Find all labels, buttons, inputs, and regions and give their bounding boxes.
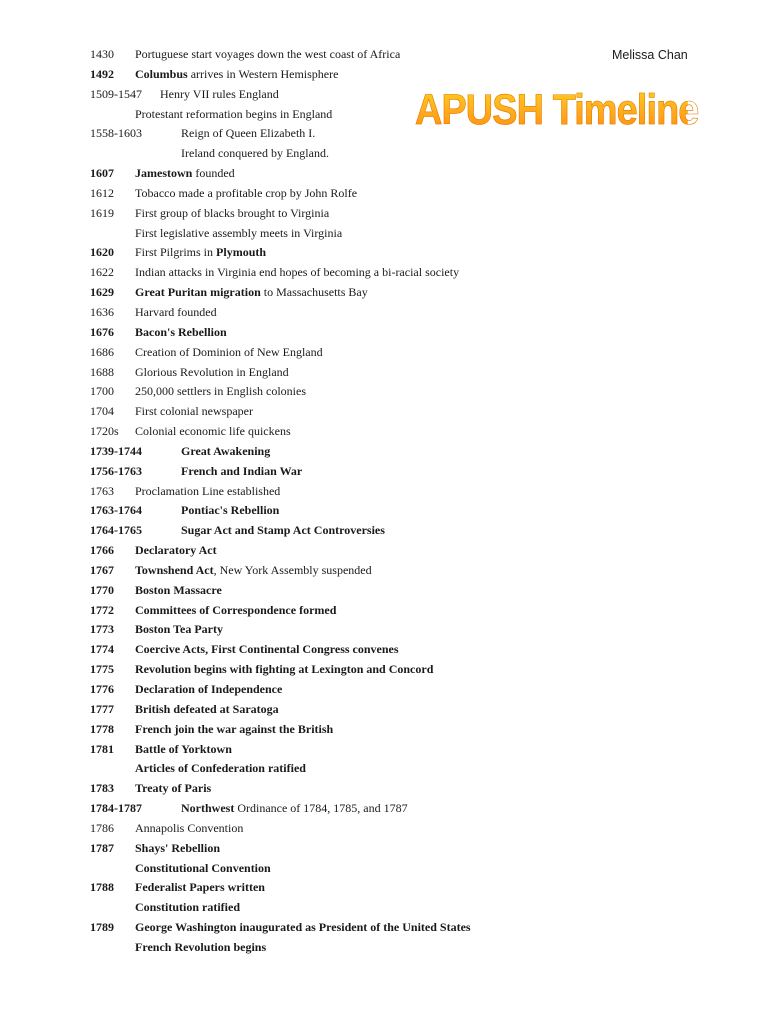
timeline-event-text: Coercive Acts, First Continental Congress convenes: [135, 642, 399, 657]
timeline-event-text: Committees of Correspondence formed: [135, 602, 337, 617]
timeline-entry: [0, 937, 768, 957]
timeline-event-text: Creation of Dominion of New England: [135, 344, 323, 359]
timeline-list: [0, 44, 768, 957]
timeline-event-text: Ireland conquered by England.: [181, 146, 329, 161]
timeline-entry: [0, 679, 768, 699]
timeline-event-text: Plymouth: [216, 245, 267, 260]
timeline-event: [135, 104, 332, 124]
timeline-event-text: Constitution ratified: [135, 900, 240, 915]
timeline-event: [181, 798, 408, 818]
timeline-event: [181, 143, 329, 163]
timeline-event: [135, 242, 266, 262]
timeline-event-text: Shays' Rebellion: [135, 840, 221, 855]
timeline-event-text: Revolution begins with fighting at Lexington and Concord: [135, 662, 434, 677]
timeline-date: 1558-1603: [90, 126, 142, 141]
timeline-event: [135, 580, 222, 600]
timeline-event: [181, 441, 270, 461]
timeline-event: [135, 223, 342, 243]
timeline-entry: [0, 282, 768, 302]
timeline-date: 1766: [90, 543, 114, 558]
timeline-date: 1777: [90, 701, 114, 716]
timeline-event-text: Portuguese start voyages down the west coast of Africa: [135, 47, 401, 61]
timeline-entry: [0, 481, 768, 501]
timeline-entry: [0, 917, 768, 937]
timeline-entry: [0, 818, 768, 838]
timeline-event-text: Treaty of Paris: [135, 781, 212, 796]
timeline-date: 1788: [90, 880, 114, 895]
timeline-date: 1776: [90, 682, 114, 696]
timeline-event-text: Articles of Confederation ratified: [135, 761, 306, 776]
timeline-date: 1770: [90, 582, 114, 597]
timeline-event-text: Declaration of Independence: [135, 682, 283, 696]
timeline-event-text: Constitutional Convention: [135, 860, 271, 875]
timeline-date: 1607: [90, 166, 114, 181]
timeline-event: [135, 639, 399, 659]
timeline-date: 1773: [90, 622, 114, 637]
timeline-event-text: Tobacco made a profitable crop by John Rolfe: [135, 185, 358, 200]
timeline-event-text: First Pilgrims in: [135, 245, 217, 260]
timeline-date: 1789: [90, 920, 114, 935]
timeline-entry: [0, 123, 768, 143]
timeline-entry: [0, 897, 768, 917]
timeline-event: [135, 163, 235, 183]
timeline-entry: [0, 302, 768, 322]
timeline-event-text: arrives in Western Hemisphere: [187, 66, 339, 81]
timeline-entry: [0, 858, 768, 878]
timeline-date: 1622: [90, 265, 114, 280]
timeline-entry: [0, 520, 768, 540]
timeline-date: 1612: [90, 185, 114, 200]
timeline-date: 1704: [90, 404, 114, 419]
timeline-entry: [0, 44, 768, 64]
timeline-date: 1629: [90, 285, 114, 300]
timeline-event-text: Pontiac's Rebellion: [181, 503, 280, 518]
timeline-date: 1636: [90, 304, 114, 319]
timeline-entry: [0, 342, 768, 362]
timeline-entry: [0, 223, 768, 243]
timeline-event-text: Declaratory Act: [135, 543, 217, 558]
timeline-event: [135, 699, 279, 719]
timeline-date: 1676: [90, 324, 114, 339]
timeline-event-text: Protestant reformation begins in England: [135, 106, 333, 121]
timeline-date: 1763: [90, 483, 114, 498]
timeline-event: [181, 520, 385, 540]
author-name: Melissa Chan: [612, 48, 688, 62]
timeline-entry: [0, 143, 768, 163]
timeline-event-text: Glorious Revolution in England: [135, 364, 289, 379]
timeline-entry: [0, 163, 768, 183]
timeline-entry: [0, 758, 768, 778]
timeline-event: [135, 540, 217, 560]
timeline-event: [135, 858, 271, 878]
timeline-event: [135, 342, 323, 362]
timeline-event-text: founded: [192, 166, 235, 181]
timeline-event: [135, 818, 243, 838]
timeline-event: [181, 123, 315, 143]
timeline-date: 1764-1765: [90, 523, 142, 538]
timeline-entry: [0, 441, 768, 461]
timeline-entry: [0, 739, 768, 759]
timeline-event: [135, 917, 471, 937]
timeline-date: 1783: [90, 781, 114, 796]
timeline-event: [135, 619, 223, 639]
timeline-event-text: Boston Tea Party: [135, 622, 224, 637]
timeline-entry: [0, 600, 768, 620]
timeline-event-text: Henry VII rules England: [160, 86, 279, 101]
timeline-date: 1720s: [90, 424, 119, 439]
timeline-entry: [0, 322, 768, 342]
timeline-entry: [0, 877, 768, 897]
timeline-event: [135, 481, 280, 501]
timeline-event-text: Sugar Act and Stamp Act Controversies: [181, 523, 385, 538]
timeline-event-text: British defeated at Saratoga: [135, 701, 279, 716]
timeline-event: [135, 262, 459, 282]
timeline-event-text: Columbus: [135, 66, 188, 81]
timeline-date: 1688: [90, 364, 114, 379]
timeline-entry: [0, 183, 768, 203]
timeline-entry: [0, 461, 768, 481]
timeline-date: 1767: [90, 562, 114, 577]
timeline-event: [135, 362, 289, 382]
timeline-event-text: , New York Assembly suspended: [213, 562, 372, 577]
timeline-event-text: Jamestown: [135, 166, 193, 181]
timeline-entry: [0, 540, 768, 560]
timeline-event: [135, 302, 217, 322]
timeline-event: [135, 421, 291, 441]
timeline-event-text: Annapolis Convention: [135, 820, 244, 835]
timeline-event-text: French Revolution begins: [135, 939, 267, 954]
timeline-date: 1619: [90, 205, 114, 220]
timeline-event: [135, 739, 232, 759]
timeline-event-text: Townshend Act: [135, 562, 214, 577]
timeline-entry: [0, 242, 768, 262]
timeline-event-text: Proclamation Line established: [135, 483, 281, 498]
timeline-event-text: First legislative assembly meets in Virginia: [135, 225, 343, 240]
timeline-event-text: to Massachusetts Bay: [260, 285, 368, 300]
timeline-event: [135, 778, 211, 798]
timeline-date: 1763-1764: [90, 503, 142, 518]
timeline-event: [135, 64, 338, 84]
timeline-event-text: George Washington inaugurated as President of the United States: [135, 920, 471, 935]
timeline-event-text: Colonial economic life quickens: [135, 424, 291, 439]
timeline-entry: [0, 798, 768, 818]
timeline-entry: [0, 203, 768, 223]
timeline-event: [135, 203, 329, 223]
timeline-entry: [0, 560, 768, 580]
timeline-entry: [0, 381, 768, 401]
timeline-date: 1787: [90, 840, 114, 855]
timeline-date: 1739-1744: [90, 443, 142, 458]
timeline-event-text: Harvard founded: [135, 304, 217, 319]
timeline-event-text: First group of blacks brought to Virginia: [135, 205, 330, 220]
timeline-event: [135, 322, 227, 342]
timeline-date: 1784-1787: [90, 801, 142, 816]
timeline-entry: [0, 84, 768, 104]
timeline-event-text: Northwest: [181, 801, 235, 816]
timeline-date: 1772: [90, 602, 114, 617]
timeline-entry: [0, 362, 768, 382]
timeline-event: [135, 679, 282, 699]
page-title: APUSH Timeline: [415, 86, 699, 134]
timeline-entry: [0, 639, 768, 659]
timeline-event: [135, 44, 400, 64]
timeline-event: [135, 659, 433, 679]
timeline-date: 1781: [90, 741, 114, 756]
timeline-event-text: Bacon's Rebellion: [135, 324, 227, 339]
timeline-event-text: Reign of Queen Elizabeth I.: [181, 126, 316, 141]
timeline-event-text: Boston Massacre: [135, 582, 222, 597]
timeline-date: 1700: [90, 384, 114, 399]
timeline-event: [135, 719, 333, 739]
timeline-event-text: Great Awakening: [181, 443, 271, 458]
timeline-event: [181, 500, 279, 520]
timeline-entry: [0, 659, 768, 679]
timeline-event: [135, 401, 253, 421]
timeline-event: [135, 937, 266, 957]
timeline-event-text: Battle of Yorktown: [135, 741, 232, 756]
timeline-date: 1509-1547: [90, 86, 142, 101]
timeline-event: [135, 877, 265, 897]
timeline-event: [135, 560, 372, 580]
timeline-entry: [0, 421, 768, 441]
timeline-event: [135, 600, 336, 620]
timeline-event-text: French join the war against the British: [135, 721, 334, 736]
timeline-event-text: Federalist Papers written: [135, 880, 265, 895]
timeline-date: 1492: [90, 66, 114, 81]
timeline-event-text: French and Indian War: [181, 463, 303, 478]
timeline-entry: [0, 104, 768, 124]
timeline-event-text: Great Puritan migration: [135, 285, 261, 300]
timeline-entry: [0, 619, 768, 639]
timeline-event: [160, 84, 279, 104]
timeline-event: [135, 183, 357, 203]
timeline-entry: [0, 699, 768, 719]
timeline-entry: [0, 64, 768, 84]
timeline-event: [135, 381, 306, 401]
timeline-entry: [0, 401, 768, 421]
timeline-event: [135, 897, 240, 917]
timeline-event: [135, 838, 220, 858]
timeline-entry: [0, 500, 768, 520]
timeline-event-text: 250,000 settlers in English colonies: [135, 384, 306, 399]
timeline-event-text: Indian attacks in Virginia end hopes of becoming a bi-racial society: [135, 265, 460, 280]
timeline-date: 1786: [90, 820, 114, 835]
timeline-event-text: First colonial newspaper: [135, 404, 253, 419]
timeline-entry: [0, 580, 768, 600]
timeline-entry: [0, 719, 768, 739]
timeline-event-text: Ordinance of 1784, 1785, and 1787: [234, 801, 408, 816]
timeline-entry: [0, 838, 768, 858]
timeline-date: 1430: [90, 47, 114, 61]
timeline-entry: [0, 262, 768, 282]
timeline-entry: [0, 778, 768, 798]
timeline-date: 1620: [90, 245, 114, 260]
timeline-event: [181, 461, 302, 481]
timeline-date: 1774: [90, 642, 114, 657]
timeline-date: 1686: [90, 344, 114, 359]
timeline-date: 1775: [90, 662, 114, 677]
timeline-date: 1756-1763: [90, 463, 142, 478]
timeline-date: 1778: [90, 721, 114, 736]
timeline-event: [135, 282, 368, 302]
timeline-event: [135, 758, 306, 778]
